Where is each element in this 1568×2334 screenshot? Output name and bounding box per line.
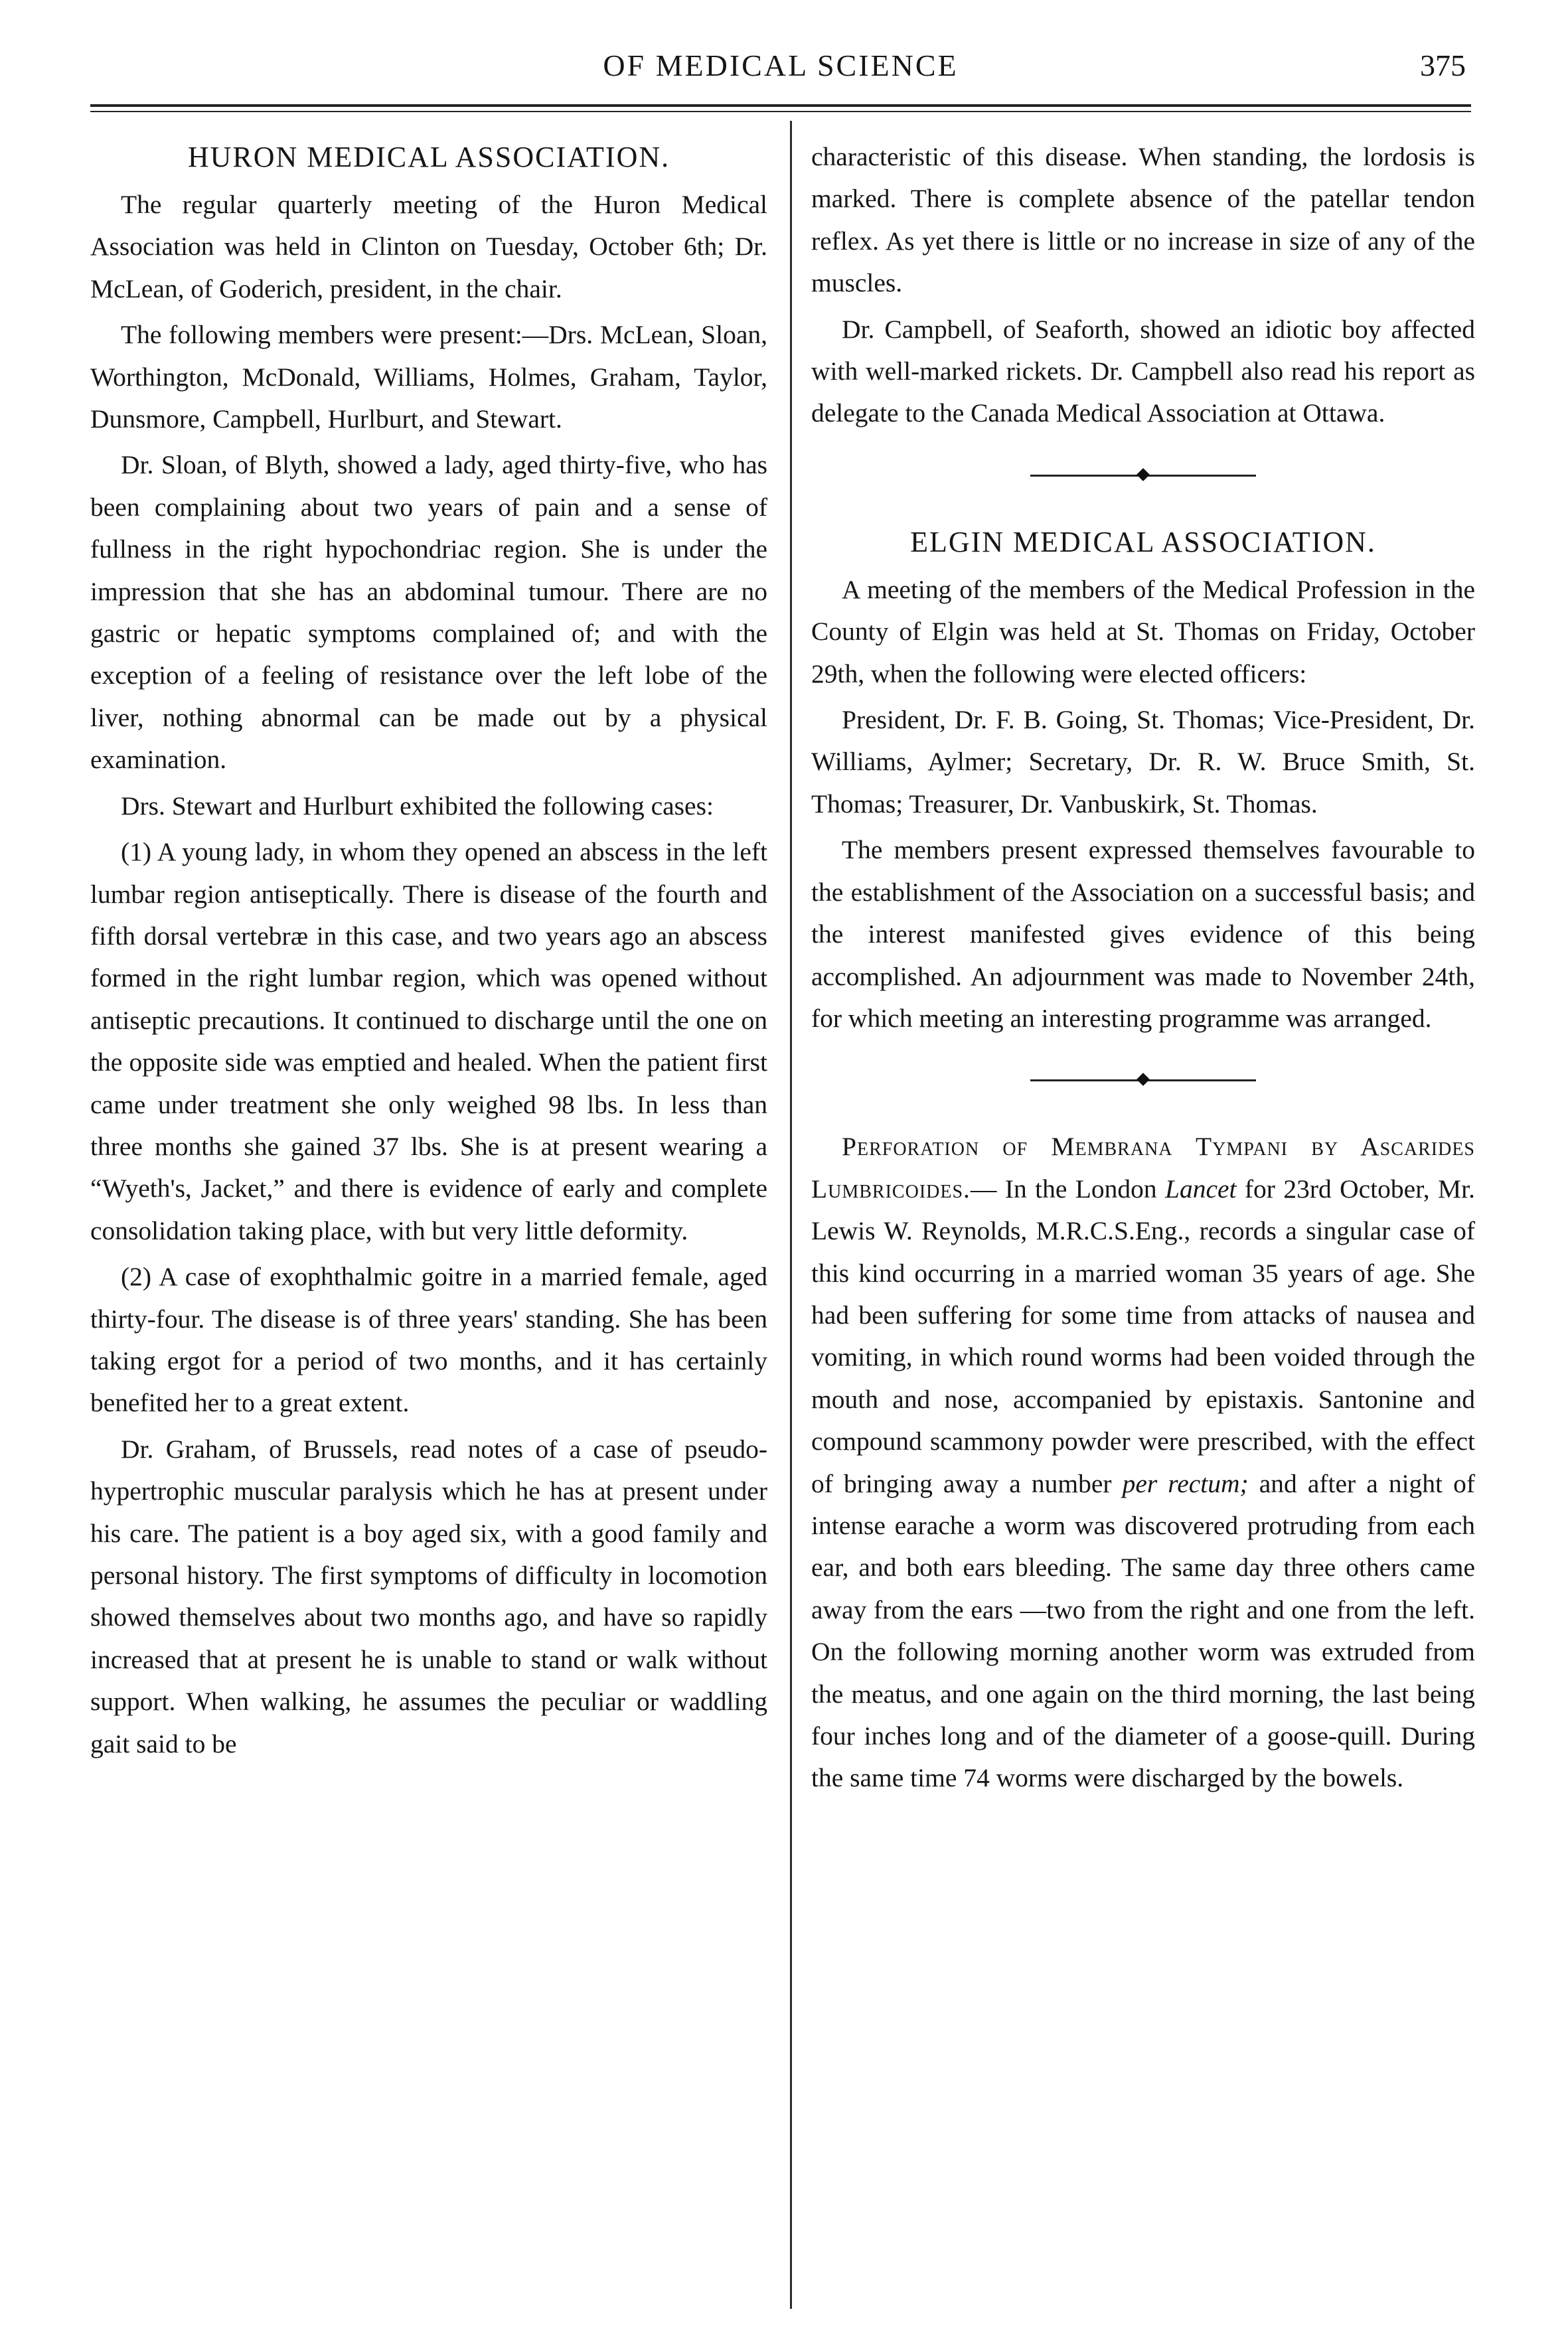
column-divider: [790, 121, 792, 2309]
per-rectum-phrase: per rectum;: [1122, 1468, 1249, 1498]
elgin-paragraph: A meeting of the members of the Medical Profession in the County of Elgin was held at St. Thomas on Friday, October 29th, when the following were elected officers:: [811, 574, 1475, 688]
perforation-text: for 23rd October, Mr. Lewis W. Reynolds, M.R.C.S.Eng., records a singular case of this kind occurring in a married woman 35 years of age. She had been suffering for some time from attacks of nausea and vomiting, in which round worms had been voided through the mouth and nose, accompanied by epistaxis. Santonine and compound scammony powder were prescribed, with the effect of bringing away a number: [811, 1174, 1475, 1498]
continued-paragraph: characteristic of this disease. When standing, the lordosis is marked. There is complete absence of the patellar tendon reflex. As yet there is little or no increase in size of any of the muscles.: [811, 142, 1475, 298]
perforation-text: — In the London: [970, 1174, 1165, 1204]
separator-ornament: [1137, 468, 1150, 481]
right-column: [811, 136, 1475, 1804]
huron-paragraph: The regular quarterly meeting of the Huron Medical Association was held in Clinton on Tuesday, October 6th; Dr. McLean, of Goderich, president, in the chair.: [90, 190, 767, 303]
perforation-title: Perforation of Membrana Tympani by Ascarides Lumbricoides.: [811, 1132, 1475, 1204]
huron-paragraph: (2) A case of exophthalmic goitre in a married female, aged thirty-four. The disease is of three years' standing. She has been taking ergot for a period of two months, and it has certainly benefited her to a great extent.: [90, 1262, 767, 1418]
elgin-paragraph: President, Dr. F. B. Going, St. Thomas; Vice-President, Dr. Williams, Aylmer; Secretary, Dr. R. W. Bruce Smith, St. Thomas; Treasurer, Dr. Vanbuskirk, St. Thomas.: [811, 705, 1475, 818]
separator-ornament: [1137, 1073, 1150, 1086]
lancet-title: Lancet: [1165, 1174, 1237, 1204]
elgin-heading: ELGIN MEDICAL ASSOCIATION.: [910, 525, 1376, 558]
huron-paragraph: Dr. Sloan, of Blyth, showed a lady, aged thirty-five, who has been complaining about two years of pain and a sense of fullness in the right hypochondriac region. She is under the impression that she has an abdominal tumour. There are no gastric or hepatic symptoms complained of; and with the exception of a feeling of resistance over the left lobe of the liver, nothing abnormal can be made out by a physical examination.: [90, 450, 767, 775]
header-rule-thin: [90, 111, 1471, 112]
elgin-paragraph: The members present expressed themselves favourable to the establishment of the Association on a successful basis; and the interest manifested gives evidence of this being accomplished. An adjournment was made to November 24th, for which meeting an interesting programme was arranged.: [811, 835, 1475, 1033]
header-rule-thick: [90, 104, 1471, 107]
perforation-text: and after a night of intense earache a worm was discovered protruding from each ear, and both ears bleeding. The same day three others came away from the ears —two from the right and one from the left. On the following morning another worm was extruded from the meatus, and one again on the third morning, the last being four inches long and of the diameter of a goose-quill. During the same time 74 worms were discharged by the bowels.: [811, 1468, 1475, 1793]
running-title: OF MEDICAL SCIENCE: [603, 48, 959, 82]
section-separator: [811, 1051, 1475, 1111]
huron-paragraph: Drs. Stewart and Hurlburt exhibited the following cases:: [121, 791, 714, 820]
huron-paragraph: The following members were present:—Drs. McLean, Sloan, Worthington, McDonald, Williams, Holmes, Graham, Taylor, Dunsmore, Campbell, Hurlburt, and Stewart.: [90, 320, 767, 434]
huron-paragraph: (1) A young lady, in whom they opened an abscess in the left lumbar region antiseptically. There is disease of the fourth and fifth dorsal vertebræ in this case, and two years ago an abscess formed in the right lumbar region, which was opened without antiseptic precautions. It continued to discharge until the one on the opposite side was emptied and healed. When the patient first came under treatment she only weighed 98 lbs. In less than three months she gained 37 lbs. She is at present wearing a “Wyeth's, Jacket,” and there is evidence of early and complete consolidation taking place, with but very little deformity.: [90, 837, 767, 1245]
continued-paragraph: Dr. Campbell, of Seaforth, showed an idiotic boy affected with well-marked rickets. Dr. Campbell also read his report as delegate to the Canada Medical Association at Ottawa.: [811, 314, 1475, 428]
page-number: 375: [1420, 48, 1466, 82]
huron-paragraph: Dr. Graham, of Brussels, read notes of a case of pseudo-hypertrophic muscular paralysis which he has at present under his care. The patient is a boy aged six, with a good family and personal history. The first symptoms of difficulty in locomotion showed themselves about two months ago, and have so rapidly increased that at present he is unable to stand or walk without support. When walking, he assumes the peculiar or waddling gait said to be: [90, 1434, 767, 1758]
huron-heading: HURON MEDICAL ASSOCIATION.: [187, 141, 670, 173]
running-header: [90, 48, 1471, 94]
left-column: [90, 136, 767, 1769]
section-separator: [811, 447, 1475, 506]
perforation-article: [811, 1126, 1475, 1800]
